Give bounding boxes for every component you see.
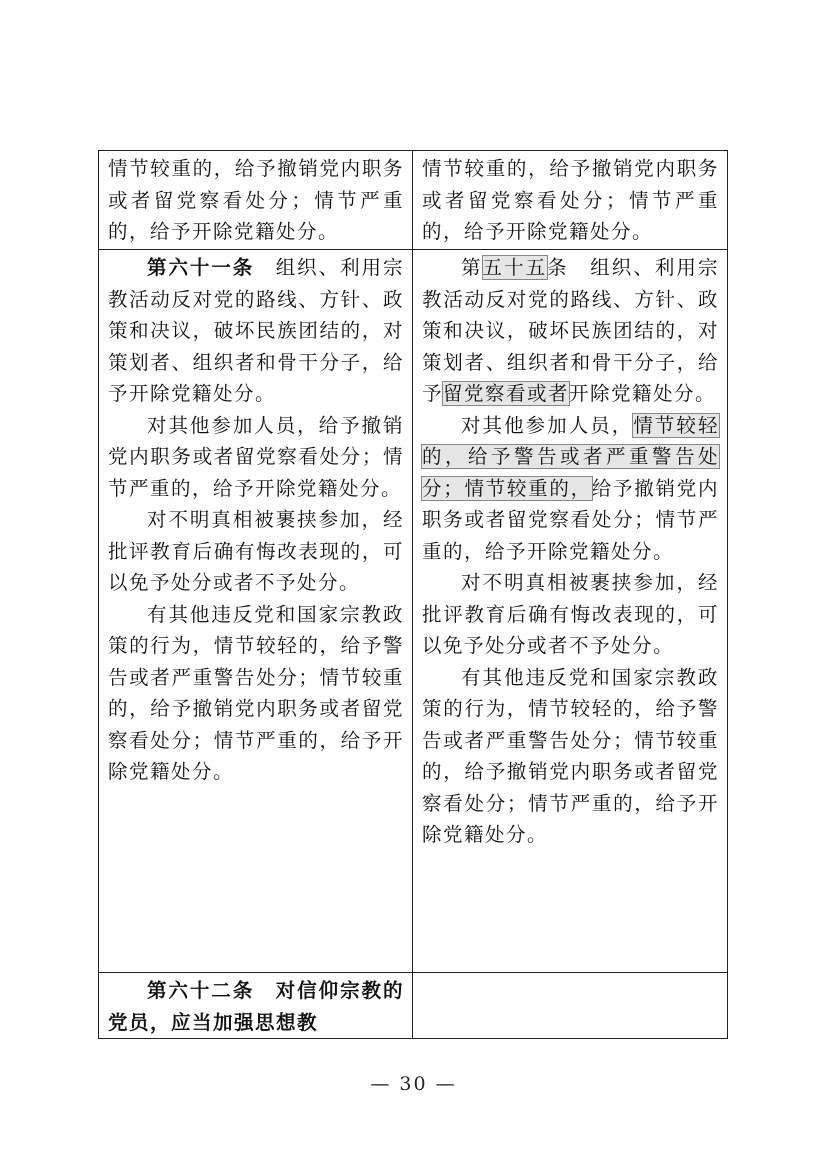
article-paragraph: [108, 252, 404, 410]
comparison-table: [98, 150, 728, 1039]
article-paragraph: 第六十二条 对信仰宗教的党员，应当加强思想教: [108, 979, 404, 1034]
paragraph: 情节较重的，给予撤销党内职务或者留党察看处分；情节严重的，给予开除党籍处分。: [108, 157, 404, 243]
paragraph: 有其他违反党和国家宗教政策的行为，情节较轻的，给予警告或者严重警告处分；情节较重的，给予撤销党内职务或者留党察看处分；情节严重的，给予开除党籍处分。: [422, 665, 719, 846]
article-text: 条 组织、利用宗教活动反对党的路线、方针、政策和决议，破坏民族团结的，对策划者、组织者和骨干分子，给予: [422, 256, 719, 405]
left-cell: [99, 151, 413, 250]
paragraph: [422, 410, 719, 568]
table-row: [99, 250, 728, 973]
paragraph: 有其他违反党和国家宗教政策的行为，情节较轻的，给予警告或者严重警告处分；情节较重的，给予撤销党内职务或者留党察看处分；情节严重的，给予开除党籍处分。: [108, 602, 404, 783]
page-number: — 30 —: [370, 1073, 457, 1095]
paragraph: 对其他参加人员，给予撤销党内职务或者留党察看处分；情节严重的，给予开除党籍处分。: [108, 413, 404, 500]
right-cell: [413, 973, 728, 1039]
left-cell: [99, 973, 413, 1039]
table-row: [99, 973, 728, 1039]
article-number: 第六十一条: [147, 256, 255, 279]
right-cell: [413, 151, 728, 250]
paragraph-text: 对其他参加人员，: [461, 413, 634, 437]
right-cell: [413, 250, 728, 973]
paragraph: 对不明真相被裹挟参加，经批评教育后确有悔改表现的，可以免予处分或者不予处分。: [422, 571, 719, 657]
article-paragraph: [422, 252, 719, 410]
table-row: [99, 151, 728, 250]
highlighted-change: 情节较轻的，给予警告或者严重警告处分；情节较重的，: [422, 413, 719, 500]
paragraph-text: 给予撤销党内职务或者留党察看处分；情节严重的，给予开除党籍处分。: [422, 476, 719, 563]
highlighted-change: 留党察看或者: [443, 382, 570, 405]
left-cell: [99, 250, 413, 973]
paragraph: 情节较重的，给予撤销党内职务或者留党察看处分；情节严重的，给予开除党籍处分。: [422, 157, 719, 243]
paragraph: 对不明真相被裹挟参加，经批评教育后确有悔改表现的，可以免予处分或者不予处分。: [108, 508, 404, 594]
highlighted-change: 五十五: [482, 256, 548, 279]
article-text: 组织、利用宗教活动反对党的路线、方针、政策和决议，破坏民族团结的，对策划者、组织者和骨干分子，给予开除党籍处分。: [108, 256, 404, 405]
article-prefix: 第: [461, 256, 483, 279]
article-text: 开除党籍处分。: [569, 382, 717, 405]
